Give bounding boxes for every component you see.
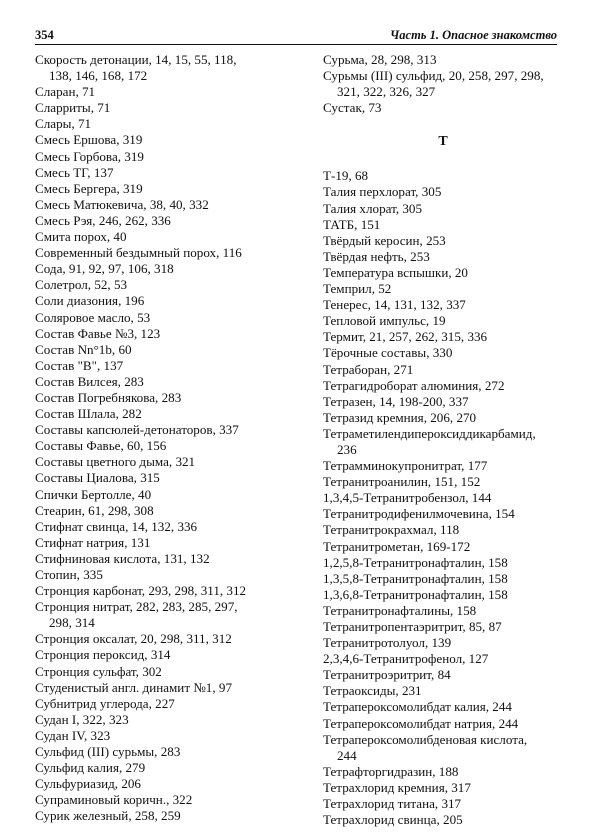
index-entry-text: Судан IV, 323 xyxy=(35,727,111,743)
index-entry-text: Тетрахлорид титана, 317 xyxy=(323,796,462,812)
index-entry-text: Тетрапероксомолибденовая кислота, xyxy=(323,731,528,747)
index-entry-text: Сурик железный, 258, 259 xyxy=(35,808,181,824)
index-entry xyxy=(35,277,300,293)
index-entry-text: Тенерес, 14, 131, 132, 337 xyxy=(323,297,466,313)
index-entry-text: Сульфид (III) сурьмы, 283 xyxy=(35,744,181,760)
index-group-s-continued xyxy=(323,52,563,116)
index-entry-text: Судан I, 322, 323 xyxy=(35,711,129,727)
index-entry xyxy=(35,583,300,599)
index-entry xyxy=(323,100,563,116)
index-entry xyxy=(35,438,300,454)
index-entry-text: Слары, 71 xyxy=(35,116,92,132)
index-entry xyxy=(323,651,563,667)
index-entry-text: Талия хлорат, 305 xyxy=(323,200,423,216)
index-entry xyxy=(35,326,300,342)
index-entry-text: Талия перхлорат, 305 xyxy=(323,184,442,200)
index-entry-text: Стронция оксалат, 20, 298, 311, 312 xyxy=(35,631,232,647)
index-entry-continuation: 236 xyxy=(337,441,357,457)
index-entry xyxy=(323,217,563,233)
index-entry xyxy=(323,764,563,780)
index-entry-text: Сларан, 71 xyxy=(35,84,96,100)
index-entry xyxy=(323,184,563,200)
index-entry-text: Стифниновая кислота, 131, 132 xyxy=(35,550,210,566)
index-entry-text: Субнитрид углерода, 227 xyxy=(35,695,175,711)
index-entry-text: Тетрафторгидразин, 188 xyxy=(323,763,459,779)
index-entry xyxy=(323,619,563,635)
index-entry-text: Стопин, 335 xyxy=(35,567,103,582)
index-entry-text: Соляровое масло, 53 xyxy=(35,309,151,325)
index-entry-text: 1,3,6,8-Тетранитронафталин, 158 xyxy=(323,586,508,602)
index-entry xyxy=(35,487,300,503)
index-entry xyxy=(323,378,563,394)
index-entry xyxy=(323,683,563,699)
index-entry-text: Смесь Рэя, 246, 262, 336 xyxy=(35,212,171,228)
index-entry-text: Составы Циалова, 315 xyxy=(35,470,160,486)
index-entry-text: Стифнат натрия, 131 xyxy=(35,534,151,550)
index-entry xyxy=(323,249,563,265)
index-entry-text: Сульфуриазид, 206 xyxy=(35,776,141,792)
index-entry xyxy=(323,68,563,100)
index-entry-text: Тетрамминокупронитрат, 177 xyxy=(323,458,488,474)
index-column-right xyxy=(323,52,563,828)
index-entry xyxy=(35,132,300,148)
section-letter-heading: Т xyxy=(438,134,448,150)
index-entry xyxy=(35,116,300,132)
index-entry-text: Тетраборан, 271 xyxy=(323,361,414,377)
running-title: Часть 1. Опасное знакомство xyxy=(389,28,557,42)
index-entry-text: Смесь Горбова, 319 xyxy=(35,148,144,164)
index-entry xyxy=(323,410,563,426)
index-entry-text: Составы цветного дыма, 321 xyxy=(35,454,196,470)
index-entry xyxy=(35,84,300,100)
index-entry xyxy=(323,313,563,329)
index-entry-text: Тетрагидроборат алюминия, 272 xyxy=(323,377,505,393)
index-entry-text: Тетраоксиды, 231 xyxy=(323,683,422,699)
index-entry xyxy=(35,664,300,680)
index-entry-text: Тетранитроэритрит, 84 xyxy=(323,667,451,683)
index-entry-text: Стифнат свинца, 14, 132, 336 xyxy=(35,518,198,534)
index-entry-text: Тетрапероксомолибдат калия, 244 xyxy=(323,699,512,715)
index-entry xyxy=(35,519,300,535)
index-entry-text: Сустак, 73 xyxy=(323,100,382,116)
index-entry-continuation: 321, 322, 326, 327 xyxy=(337,84,436,100)
index-entry-text: ТАТБ, 151 xyxy=(323,216,381,232)
index-entry-text: Составы Фавье, 60, 156 xyxy=(35,438,167,454)
index-entry-text: Тетразид кремния, 206, 270 xyxy=(323,409,477,425)
index-entry xyxy=(35,744,300,760)
index-entry xyxy=(323,796,563,812)
index-entry-text: Сурьма, 28, 298, 313 xyxy=(323,52,437,67)
index-entry-text: Тетранитронафталины, 158 xyxy=(323,602,477,618)
index-entry xyxy=(323,394,563,410)
index-entry xyxy=(35,261,300,277)
index-entry xyxy=(35,245,300,261)
index-entry xyxy=(35,149,300,165)
index-entry-continuation: 298, 314 xyxy=(49,615,95,631)
index-entry xyxy=(323,329,563,345)
index-entry xyxy=(35,712,300,728)
index-entry-text: Тетранитропентаэритрит, 85, 87 xyxy=(323,619,502,634)
index-entry-text: Твёрдая нефть, 253 xyxy=(323,248,430,264)
index-entry xyxy=(35,229,300,245)
index-entry-text: Состав Вилсея, 283 xyxy=(35,373,144,389)
index-entry-continuation: 244 xyxy=(337,747,357,763)
index-entry xyxy=(35,808,300,824)
index-entry xyxy=(323,201,563,217)
index-entry xyxy=(323,362,563,378)
index-entry-text: Тетразен, 14, 198-200, 337 xyxy=(323,393,469,409)
index-entry xyxy=(323,345,563,361)
index-entry-text: Тетранитрометан, 169-172 xyxy=(323,538,471,554)
index-entry-text: Смита порох, 40 xyxy=(35,229,127,245)
index-entry-text: Тетрапероксомолибдат натрия, 244 xyxy=(323,715,519,731)
index-entry xyxy=(323,587,563,603)
index-entry-text: 1,2,5,8-Тетранитронафталин, 158 xyxy=(323,554,508,570)
index-entry-text: Стронция нитрат, 282, 283, 285, 297, xyxy=(35,599,238,615)
index-entry xyxy=(35,390,300,406)
index-entry-text: Тетранитроанилин, 151, 152 xyxy=(323,474,481,490)
index-entry-text: Темприл, 52 xyxy=(323,281,392,297)
index-entry-text: Смесь Бергера, 319 xyxy=(35,180,143,196)
index-entry xyxy=(35,792,300,808)
index-entry-text: Спички Бертолле, 40 xyxy=(35,486,152,502)
index-entry xyxy=(35,503,300,519)
index-entry xyxy=(323,490,563,506)
index-entry-text: Стеарин, 61, 298, 308 xyxy=(35,502,154,518)
index-entry xyxy=(35,567,300,583)
index-entry xyxy=(323,297,563,313)
index-entry xyxy=(35,52,300,84)
index-entry-text: Состав "В", 137 xyxy=(35,357,124,373)
index-entry xyxy=(323,265,563,281)
index-entry-text: Составы капсюлей-детонаторов, 337 xyxy=(35,422,239,438)
index-entry-text: Тетранитрокрахмал, 118 xyxy=(323,522,460,538)
index-entry xyxy=(35,470,300,486)
index-entry-text: Смесь Матюкевича, 38, 40, 332 xyxy=(35,196,209,212)
index-entry xyxy=(35,760,300,776)
page-header xyxy=(35,28,557,45)
index-entry-text: Солетрол, 52, 53 xyxy=(35,277,128,293)
index-entry-text: Термит, 21, 257, 262, 315, 336 xyxy=(323,329,488,345)
index-entry xyxy=(323,812,563,828)
index-entry-text: 1,3,4,5-Тетранитробензол, 144 xyxy=(323,490,492,506)
index-entry xyxy=(35,551,300,567)
index-entry xyxy=(323,506,563,522)
index-entry xyxy=(35,647,300,663)
index-entry-text: Сульфид калия, 279 xyxy=(35,760,146,776)
index-entry xyxy=(323,699,563,715)
index-entry xyxy=(35,100,300,116)
index-entry-text: Тетраметилендипероксиддикарбамид, xyxy=(323,425,536,441)
index-entry xyxy=(323,716,563,732)
index-entry-text: Состав Nn°1b, 60 xyxy=(35,341,132,357)
index-entry xyxy=(35,310,300,326)
index-entry xyxy=(323,458,563,474)
index-entry xyxy=(35,631,300,647)
index-entry-text: Тетрахлорид свинца, 205 xyxy=(323,812,463,828)
index-group-t xyxy=(323,168,563,828)
index-entry xyxy=(323,667,563,683)
index-entry xyxy=(35,422,300,438)
index-entry xyxy=(323,52,563,68)
index-entry-text: Состав Шлала, 282 xyxy=(35,406,142,422)
index-entry xyxy=(35,181,300,197)
index-entry xyxy=(323,571,563,587)
index-entry xyxy=(35,374,300,390)
index-entry-text: Студенистый англ. динамит №1, 97 xyxy=(35,679,232,695)
index-entry xyxy=(323,539,563,555)
index-entry-text: Стронция карбонат, 293, 298, 311, 312 xyxy=(35,583,247,599)
index-entry-text: Стронция пероксид, 314 xyxy=(35,647,171,663)
index-entry xyxy=(35,680,300,696)
index-column-left xyxy=(35,52,300,825)
index-entry xyxy=(35,358,300,374)
index-entry xyxy=(323,603,563,619)
index-entry-text: Тепловой импульс, 19 xyxy=(323,313,446,329)
index-entry xyxy=(35,293,300,309)
index-entry xyxy=(323,168,563,184)
index-entry-text: Смесь Ершова, 319 xyxy=(35,132,143,148)
index-entry-text: Температура вспышки, 20 xyxy=(323,264,468,280)
index-entry xyxy=(35,696,300,712)
index-entry xyxy=(35,197,300,213)
index-entry-text: Твёрдый керосин, 253 xyxy=(323,232,446,248)
index-entry-text: Состав Погребнякова, 283 xyxy=(35,389,182,405)
index-entry xyxy=(323,635,563,651)
index-entry-text: Супраминовый коричн., 322 xyxy=(35,792,193,808)
index-entry xyxy=(35,599,300,631)
index-entry-text: Т-19, 68 xyxy=(323,168,369,184)
page-number: 354 xyxy=(35,28,54,42)
index-entry-text: 1,3,5,8-Тетранитронафталин, 158 xyxy=(323,570,508,586)
index-entry xyxy=(323,522,563,538)
index-entry xyxy=(323,233,563,249)
index-entry-text: Тёрочные составы, 330 xyxy=(323,345,453,361)
index-entry-text: Современный бездымный порох, 116 xyxy=(35,245,242,261)
index-entry xyxy=(35,454,300,470)
index-entry-text: Сурьмы (III) сульфид, 20, 258, 297, 298, xyxy=(323,68,544,84)
index-entry-text: Тетрахлорид кремния, 317 xyxy=(323,779,471,795)
index-entry xyxy=(323,780,563,796)
index-entry xyxy=(323,474,563,490)
index-entry-text: Стронция сульфат, 302 xyxy=(35,663,162,679)
index-entry xyxy=(35,342,300,358)
index-entry xyxy=(323,281,563,297)
index-entry-text: Скорость детонации, 14, 15, 55, 118, xyxy=(35,52,237,67)
index-entry xyxy=(35,165,300,181)
index-entry-text: Тетранитродифенилмочевина, 154 xyxy=(323,506,515,522)
index-entry-text: Состав Фавье №3, 123 xyxy=(35,325,161,341)
index-entry xyxy=(35,213,300,229)
index-entry-text: Тетранитротолуол, 139 xyxy=(323,635,452,651)
index-entry-text: Сода, 91, 92, 97, 106, 318 xyxy=(35,261,174,277)
index-entry xyxy=(35,776,300,792)
index-entry-text: Соли диазония, 196 xyxy=(35,293,145,309)
index-entry-text: Сларриты, 71 xyxy=(35,100,111,116)
index-entry-text: Смесь ТГ, 137 xyxy=(35,164,114,180)
index-entry-continuation: 138, 146, 168, 172 xyxy=(49,68,148,84)
index-entry xyxy=(35,728,300,744)
index-entry xyxy=(323,555,563,571)
index-entry xyxy=(323,426,563,458)
index-entry xyxy=(323,732,563,764)
index-entry xyxy=(35,535,300,551)
index-entry-text: 2,3,4,6-Тетранитрофенол, 127 xyxy=(323,651,489,667)
index-entry xyxy=(35,406,300,422)
